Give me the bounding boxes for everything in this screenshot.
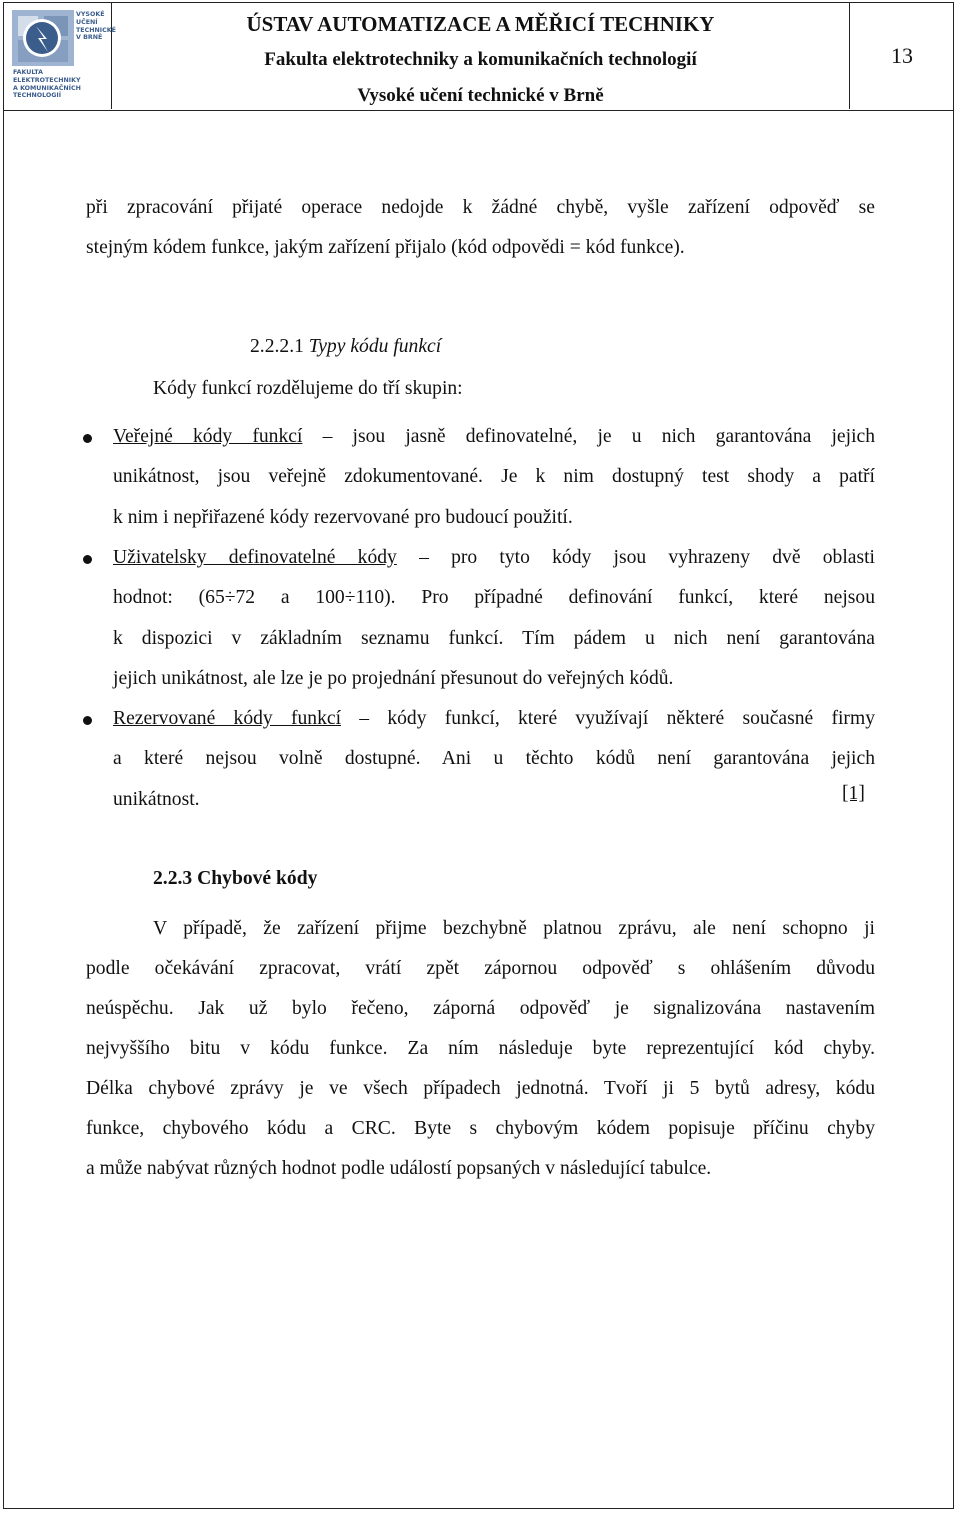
bullet-term: Uživatelsky definovatelné kódy <box>113 547 397 568</box>
text-line: k nim i nepřiřazené kódy rezervované pro budoucí použití. <box>113 506 573 528</box>
header-title-block <box>112 3 850 109</box>
text-line: – kódy funkcí, které využívají některé současné firmy <box>341 708 875 729</box>
text-line: – pro tyto kódy jsou vyhrazeny dvě oblasti <box>396 547 875 568</box>
text-line: neúspěchu. Jak už bylo řečeno, záporná odpověď je signalizována nastavením <box>86 998 875 1019</box>
header-university: Vysoké učení technické v Brně <box>357 85 604 106</box>
text-line: – jsou jasně definovatelné, je u nich garantována jejich <box>302 426 876 447</box>
logo-faculty-text: FAKULTA ELEKTROTECHNIKY A KOMUNIKAČNÍCH TECHNOLOGIÍ <box>13 69 81 100</box>
text-line: jejich unikátnost, ale lze je po projednání přesunout do veřejných kódů. <box>113 667 674 689</box>
text-line: hodnot: (65÷72 a 100÷110). Pro případné definování funkcí, které nejsou <box>113 587 875 609</box>
bullet-item <box>113 417 875 538</box>
section-heading <box>153 868 317 890</box>
text-line: V případě, že zařízení přijme bezchybně platnou zprávu, ale není schopno ji <box>153 918 875 939</box>
header-faculty: Fakulta elektrotechniky a komunikačních technologií <box>264 49 697 70</box>
subheading-title: Typy kódu funkcí <box>308 336 442 357</box>
bullet-dot <box>83 716 92 725</box>
subheading <box>250 336 441 358</box>
paragraph-intro <box>86 188 875 268</box>
header-institute: ÚSTAV AUTOMATIZACE A MĚŘICÍ TECHNIKY <box>246 12 715 36</box>
page-number: 13 <box>891 43 913 68</box>
text-line: k dispozici v základním seznamu funkcí. Tím pádem u nich není garantována <box>113 627 875 649</box>
bullet-item <box>113 699 875 820</box>
section-title: Chybové kódy <box>197 868 318 889</box>
bullet-dot <box>83 555 92 564</box>
text-line: a které nejsou volně dostupné. Ani u těchto kódů není garantována jejich <box>113 748 875 770</box>
subheading-number: 2.2.2.1 <box>250 336 304 357</box>
reference-link[interactable]: [1] <box>842 783 865 804</box>
text-line: stejným kódem funkce, jakým zařízení přijalo (kód odpovědi = kód funkce). <box>86 237 685 258</box>
text-line: podle očekávání zpracovat, vrátí zpět zápornou odpověď s ohlášením důvodu <box>86 958 875 979</box>
bullet-item <box>113 538 875 699</box>
text-line: nejvyššího bitu v kódu funkce. Za ním následuje byte reprezentující kód chyby. <box>86 1038 875 1059</box>
bullet-term: Veřejné kódy funkcí <box>113 426 303 447</box>
paragraph-error-codes <box>86 909 875 1189</box>
bullet-dot <box>83 434 92 443</box>
logo-university-text: VYSOKÉ UČENÍ TECHNICKÉ V BRNĚ <box>76 11 116 42</box>
text-line: funkce, chybového kódu a CRC. Byte s chybovým kódem popisuje příčinu chyby <box>86 1118 875 1139</box>
bullet-term: Rezervované kódy funkcí <box>113 708 342 729</box>
faculty-logo <box>4 3 116 109</box>
text-line: Délka chybové zprávy je ve všech případech jednotná. Tvoří ji 5 bytů adresy, kódu <box>86 1078 875 1099</box>
text-line: unikátnost. <box>113 788 200 810</box>
text-line: a může nabývat různých hodnot podle událostí popsaných v následující tabulce. <box>86 1158 712 1179</box>
intro-sentence: Kódy funkcí rozdělujeme do tří skupin: <box>153 378 463 399</box>
text-line: při zpracování přijaté operace nedojde k žádné chybě, vyšle zařízení odpověď se <box>86 197 875 218</box>
section-number: 2.2.3 <box>153 868 193 889</box>
text-line: unikátnost, jsou veřejně zdokumentované. Je k nim dostupný test shody a patří <box>113 466 875 488</box>
